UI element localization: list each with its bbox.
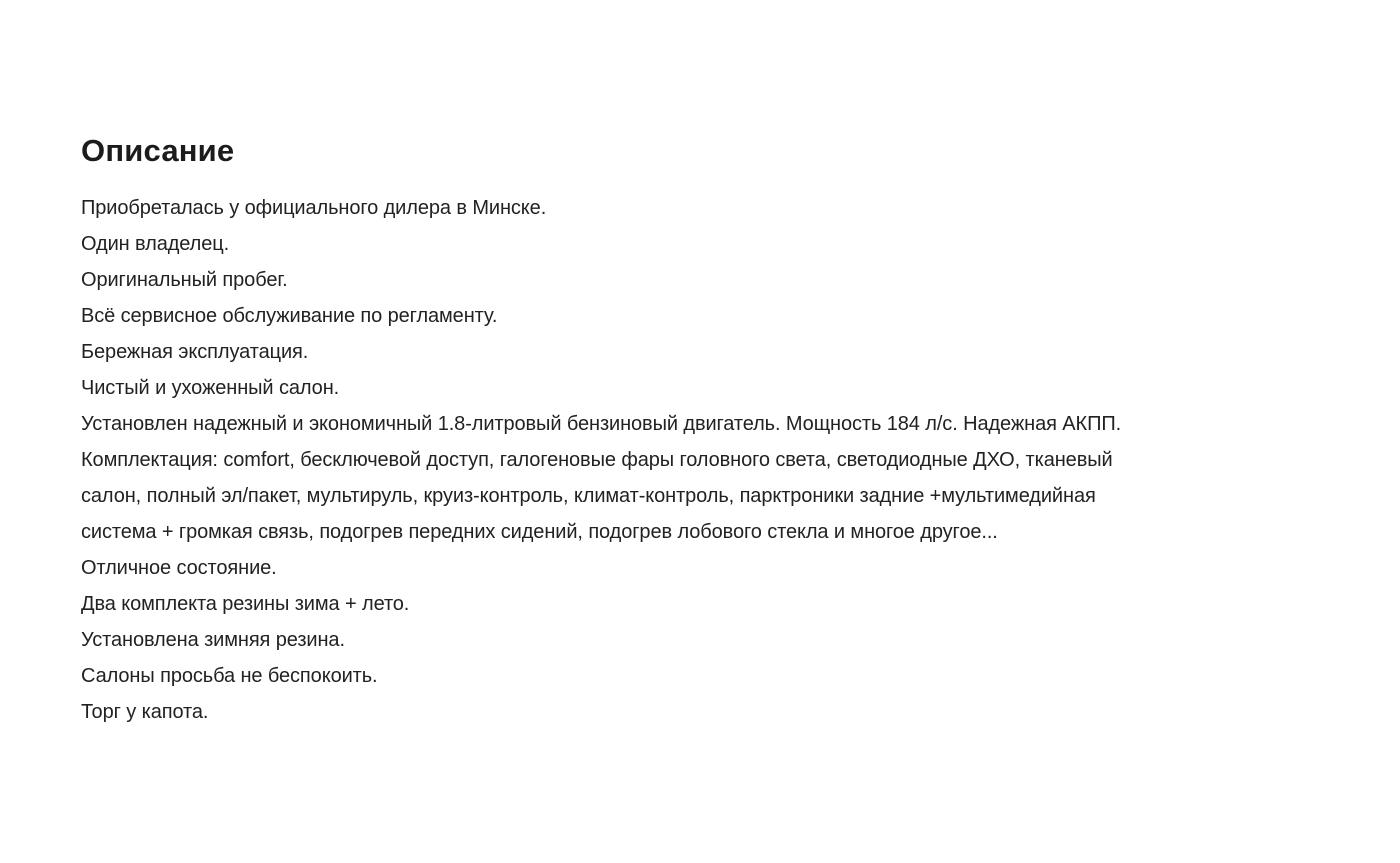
description-section bbox=[81, 128, 1341, 730]
description-line: Два комплекта резины зима + лето. bbox=[81, 593, 410, 615]
description-line: Приобреталась у официального дилера в Минске. bbox=[81, 197, 547, 219]
description-line: Отличное состояние. bbox=[81, 557, 277, 579]
description-line: Один владелец. bbox=[81, 233, 230, 255]
description-line: Бережная эксплуатация. bbox=[81, 341, 309, 363]
description-line: Оригинальный пробег. bbox=[81, 269, 288, 291]
description-line: Салоны просьба не беспокоить. bbox=[81, 665, 378, 687]
description-line: Всё сервисное обслуживание по регламенту. bbox=[81, 305, 498, 327]
description-line: система + громкая связь, подогрев передних сидений, подогрев лобового стекла и многое другое... bbox=[81, 521, 998, 543]
description-line: Установлен надежный и экономичный 1.8-литровый бензиновый двигатель. Мощность 184 л/с. Надежная АКПП. bbox=[81, 413, 1122, 435]
description-line: Торг у капота. bbox=[81, 701, 209, 723]
description-text bbox=[81, 190, 1341, 730]
description-line: Комплектация: comfort, бесключевой доступ, галогеновые фары головного света, светодиодные ДХО, тканевый bbox=[81, 449, 1113, 471]
description-title: Описание bbox=[81, 133, 235, 168]
description-line: салон, полный эл/пакет, мультируль, круиз-контроль, климат-контроль, парктроники задние +мультимедийная bbox=[81, 485, 1096, 507]
description-line: Установлена зимняя резина. bbox=[81, 629, 345, 651]
description-line: Чистый и ухоженный салон. bbox=[81, 377, 340, 399]
